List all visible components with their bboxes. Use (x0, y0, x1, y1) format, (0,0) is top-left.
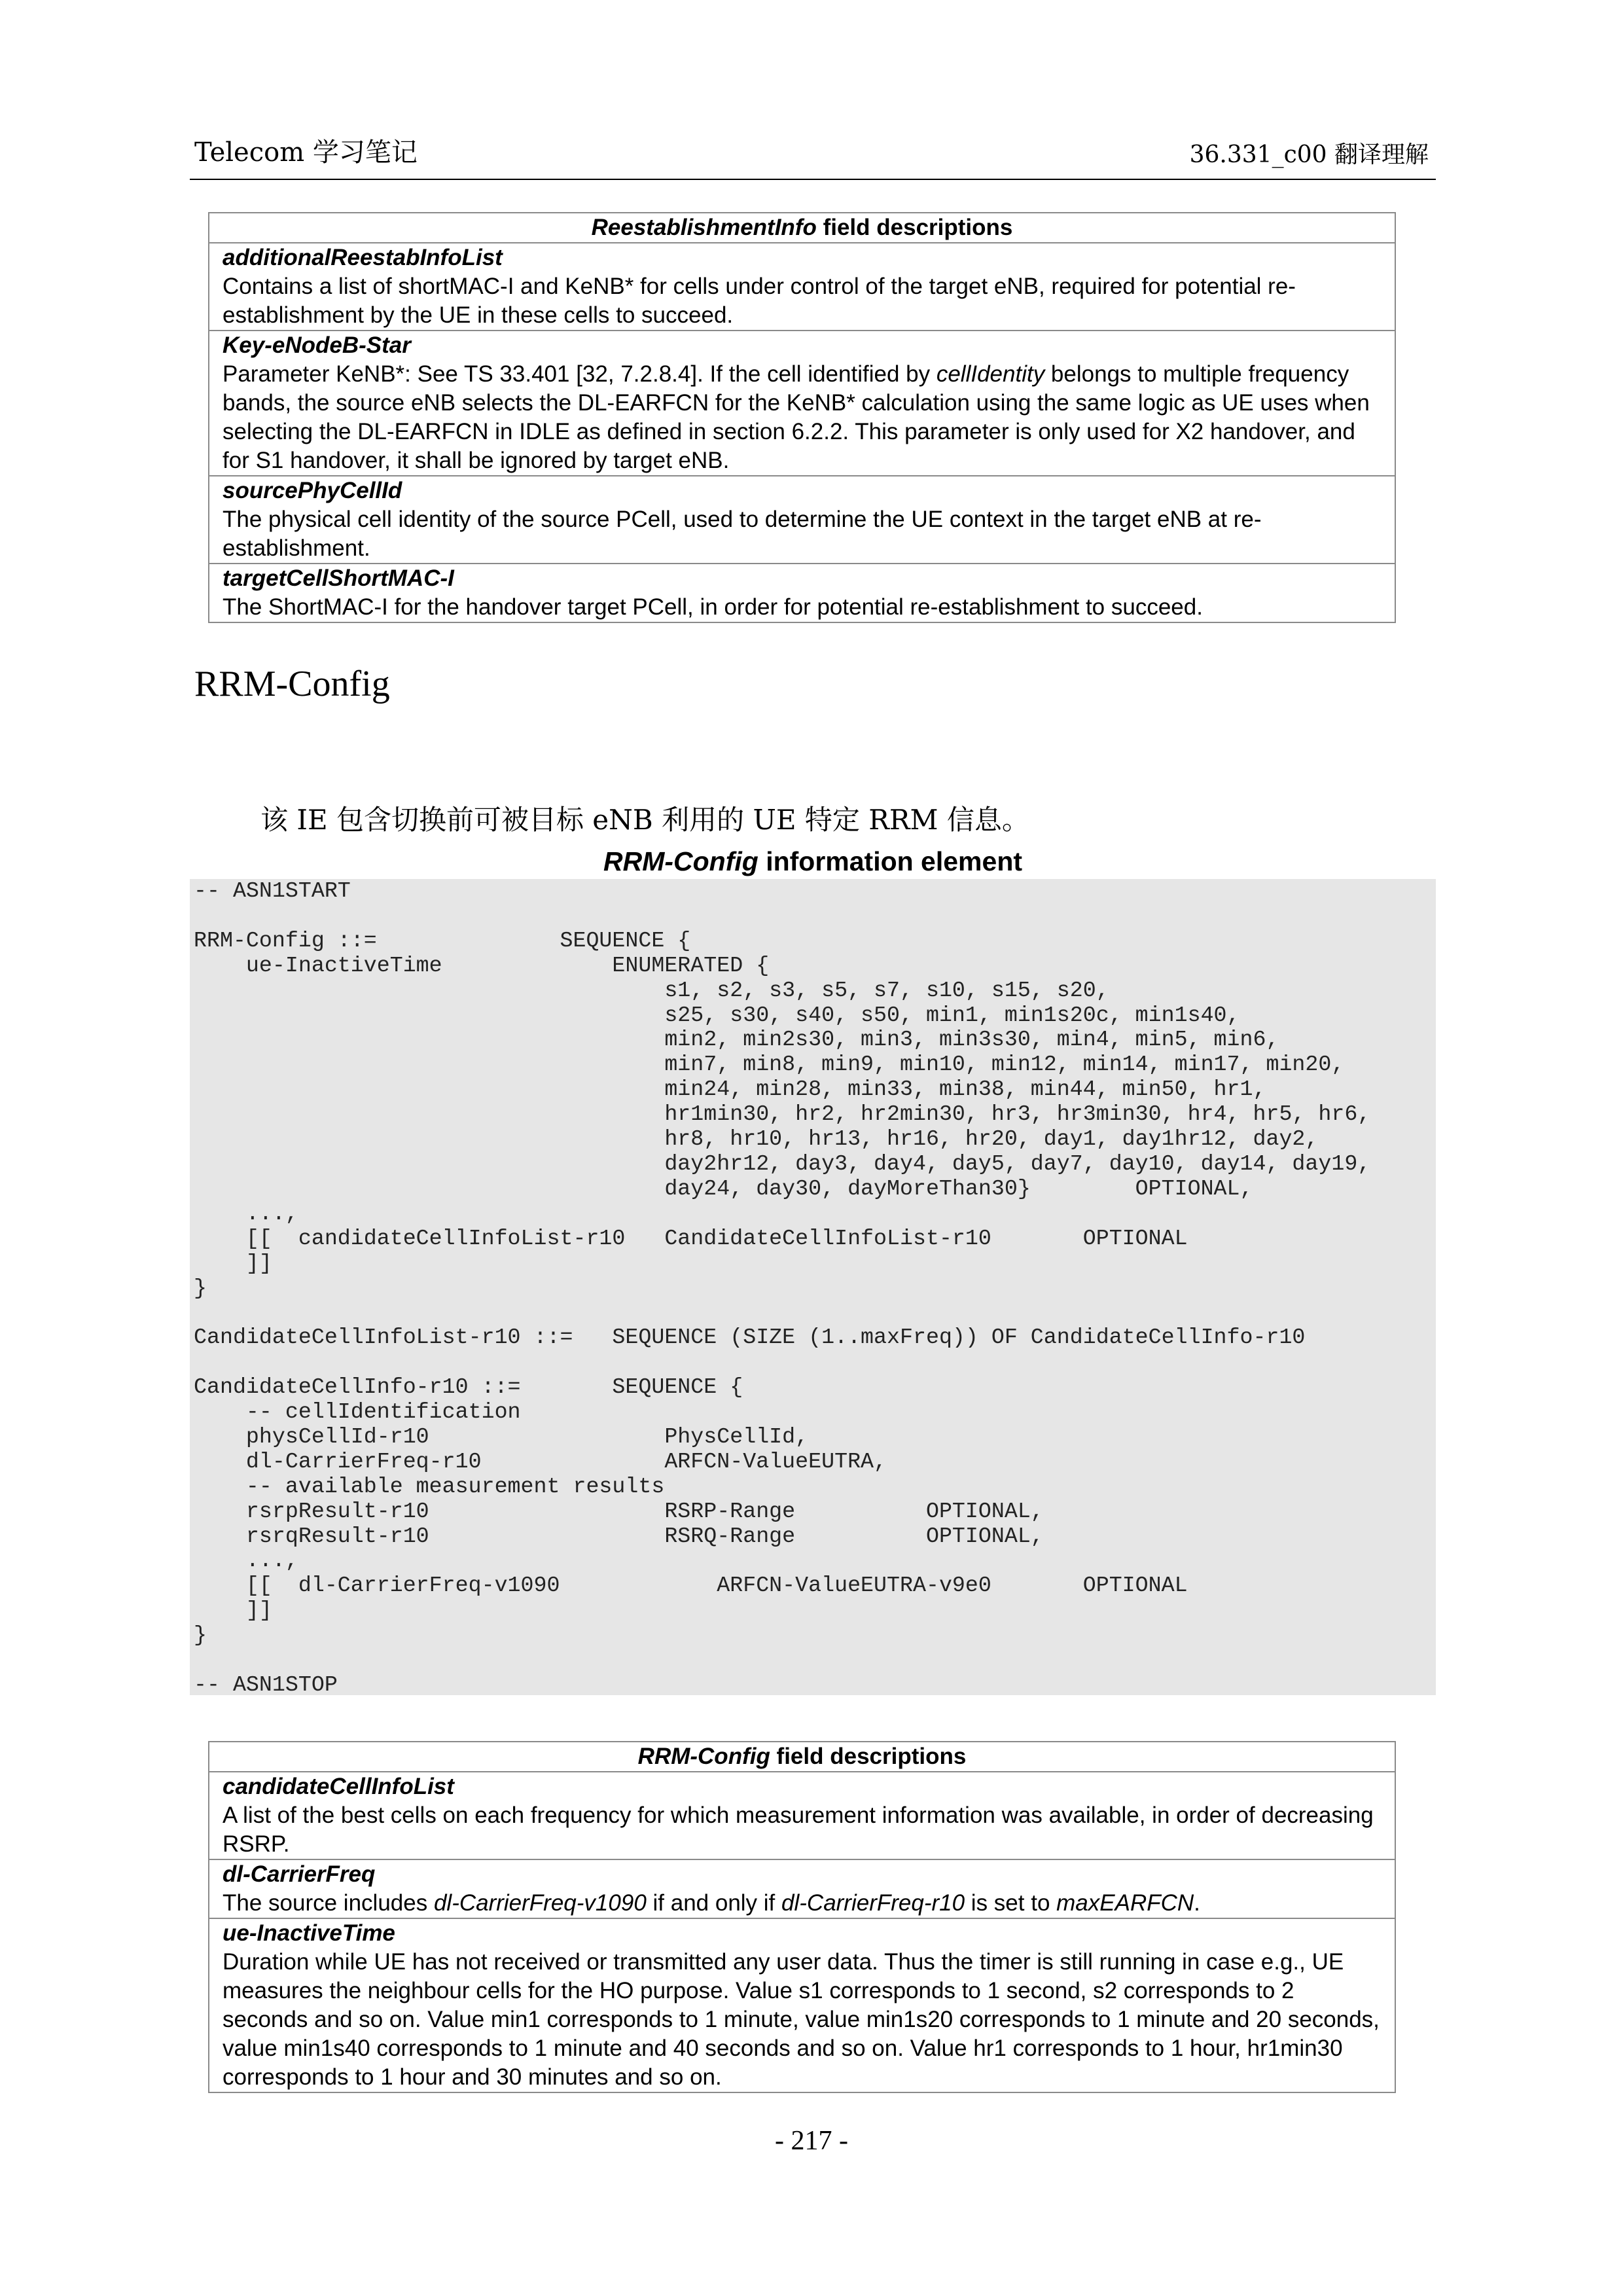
header-title: Telecom 学习笔记 (194, 137, 418, 168)
caption-suffix: field descriptions (816, 215, 1013, 240)
rrm-config-table (208, 1741, 1396, 2093)
field-cell (209, 1772, 1395, 1859)
description-text: if and only if (646, 1890, 782, 1916)
description-text: is set to (965, 1890, 1057, 1916)
caption-ie-name: RRM-Config (637, 1744, 770, 1769)
caption-suffix: information element (758, 846, 1023, 876)
asn1-code-block (190, 879, 1436, 1695)
description-term: cellIdentity (936, 361, 1045, 387)
field-cell (209, 564, 1395, 622)
field-description: The ShortMAC-I for the handover target PCell, in order for potential re-establishment to succeed. (223, 594, 1203, 620)
field-name: candidateCellInfoList (223, 1774, 454, 1799)
table-caption (209, 213, 1395, 243)
field-cell (209, 1859, 1395, 1918)
intro-paragraph: 该 IE 包含切换前可被目标 eNB 利用的 UE 特定 RRM 信息。 (260, 804, 1029, 836)
field-cell (209, 1918, 1395, 2092)
ie-caption (190, 844, 1436, 878)
field-description: A list of the best cells on each frequency for which measurement information was available, in order of decreasing RSRP. (223, 1803, 1374, 1857)
page-number: - 217 - (775, 2126, 848, 2156)
field-name: sourcePhyCellId (223, 478, 402, 503)
caption-suffix: field descriptions (770, 1744, 967, 1769)
description-text: The source includes (223, 1890, 434, 1916)
field-name: dl-CarrierFreq (223, 1861, 376, 1887)
description-term: maxEARFCN (1056, 1890, 1194, 1916)
field-description (223, 1889, 1382, 1918)
field-description: Duration while UE has not received or transmitted any user data. Thus the timer is still running in case e.g., UE measures the neighbour cells for the HO purpose. Value s1 corresponds to 1 second, s2 corresponds to 2 seconds and so on. Value min1 corresponds to 1 minute, value min1s20 corresponds to 1 minute and 20 seconds, value min1s40 corresponds to 1 minute and 40 seconds and so on. Value hr1 corresponds to 1 hour, hr1min30 corresponds to 1 hour and 30 minutes and so on. (223, 1949, 1380, 2090)
field-name: Key-eNodeB-Star (223, 332, 411, 358)
field-description: The physical cell identity of the source PCell, used to determine the UE context in the target eNB at re-establishment. (223, 507, 1262, 561)
table-row (209, 1918, 1395, 2092)
description-term: dl-CarrierFreq-v1090 (433, 1890, 647, 1916)
description-text: belongs to multiple frequency bands, the source eNB selects the DL-EARFCN for the KeNB* calculation using the same logic as UE uses when selecting the DL-EARFCN in IDLE as defined in section 6.2.2. This parameter is only used for X2 handover, and for S1 handover, it shall be ignored by target eNB. (223, 361, 1370, 473)
asn1-code: -- ASN1START RRM-Config ::= SEQUENCE { ue-InactiveTime ENUMERATED { s1, s2, s3, s5, s7, s10, s15, s20, s25, s30, s40, s50, min1, min1s20c, min1s40, min2, min2s30, min3, min3s30, min4, min5, min6, min7, min8, min9, min10, min12, min14, min17, min20, min24, min28, min33, min38, min44, min50, hr1, hr1min30, hr2, hr2min30, hr3, hr3min30, hr4, hr5, hr6, hr8, hr10, hr13, hr16, hr20, day1, day1hr12, day2, day2hr12, day3, day4, day5, day7, day10, day14, day19, day24, day30, dayMoreThan30} OPTIONAL, ..., [[ candidateCellInfoList-r10 CandidateCellInfoList-r10 OPTIONAL ]] } CandidateCellInfoList-r10 ::= SEQUENCE (SIZE (1..maxFreq)) OF CandidateCellInfo-r10 CandidateCellInfo-r10 ::= SEQUENCE { -- cellIdentification physCellId-r10 PhysCellId, dl-CarrierFreq-r10 ARFCN-ValueEUTRA, -- available measurement results rsrpResult-r10 RSRP-Range OPTIONAL, rsrqResult-r10 RSRQ-Range OPTIONAL, ..., [[ dl-CarrierFreq-v1090 ARFCN-ValueEUTRA-v9e0 OPTIONAL ]] } -- ASN1STOP (194, 878, 1371, 1697)
header-rule (190, 179, 1436, 180)
field-description (223, 360, 1382, 475)
field-cell (209, 243, 1395, 331)
caption-ie-name: ReestablishmentInfo (591, 215, 817, 240)
field-name: targetCellShortMAC-I (223, 565, 454, 591)
field-description: Contains a list of shortMAC-I and KeNB* for cells under control of the target eNB, required for potential re-establishment by the UE in these cells to succeed. (223, 274, 1296, 328)
reestablishment-info-table (208, 212, 1396, 623)
header-doc-ref: 36.331_c00 翻译理解 (1189, 141, 1429, 168)
table-row (209, 1772, 1395, 1859)
table-row (209, 243, 1395, 331)
caption-ie-name: RRM-Config (603, 846, 758, 876)
field-name: ue-InactiveTime (223, 1920, 395, 1946)
description-text: . (1194, 1890, 1200, 1916)
table-row (209, 331, 1395, 476)
table-caption-row (209, 213, 1395, 243)
field-name: additionalReestabInfoList (223, 245, 503, 270)
description-text: Parameter KeNB*: See TS 33.401 [32, 7.2.8.4]. If the cell identified by (223, 361, 936, 387)
field-cell (209, 476, 1395, 564)
table-row (209, 1859, 1395, 1918)
field-cell (209, 331, 1395, 476)
section-heading: RRM-Config (194, 664, 390, 704)
table-row (209, 476, 1395, 564)
description-term: dl-CarrierFreq-r10 (781, 1890, 965, 1916)
table-caption-row (209, 1742, 1395, 1772)
table-row (209, 564, 1395, 622)
table-caption (209, 1742, 1395, 1772)
